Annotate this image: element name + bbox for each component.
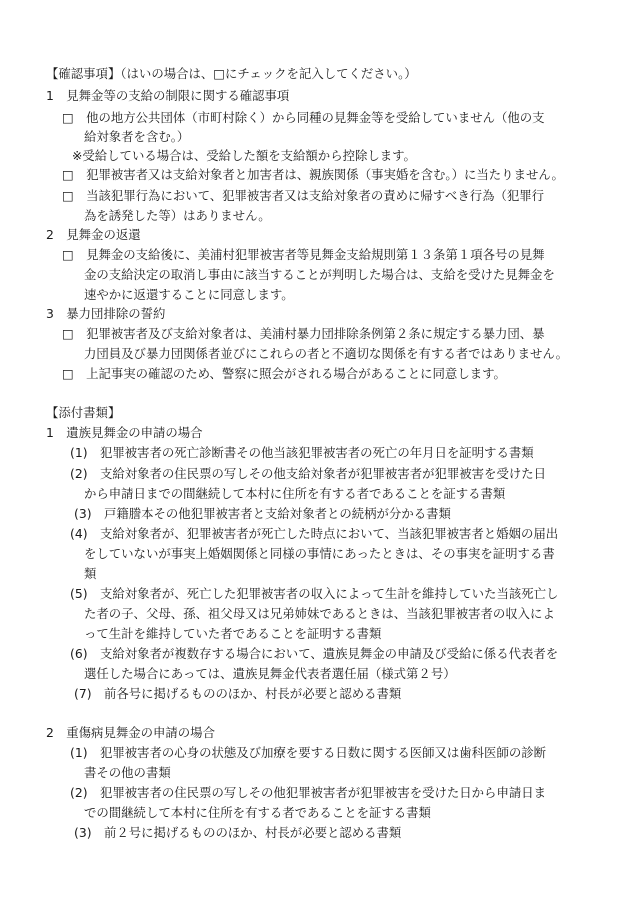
confirm-s3-line3: □ 上記事実の確認のため、警察に照会がされる場合があることに同意します。	[62, 366, 506, 381]
confirm-s3-title: 3 暴力団排除の誓約	[46, 306, 166, 321]
attach-s1-item5-line2: た者の子、父母、孫、祖父母又は兄弟姉妹であるときは、当該犯罪被害者の収入によ	[84, 606, 555, 621]
attach-s1-item4-line3: 類	[84, 566, 97, 581]
attach-header: 【添付書類】	[46, 405, 121, 420]
confirm-s2-line3: 速やかに返還することに同意します。	[84, 287, 294, 302]
attach-s1-item5-line1: (5) 支給対象者が、死亡した犯罪被害者の収入によって生計を維持していた当該死亡し	[70, 586, 559, 601]
attach-s1-item5-line3: って生計を維持していた者であることを証明する書類	[84, 626, 382, 641]
attach-s1-item2-line2: から申請日までの間継続して本村に住所を有する者であることを証する書類	[84, 486, 506, 501]
confirm-s2-title: 2 見舞金の返還	[46, 227, 141, 242]
confirm-s2-line2: 金の支給決定の取消し事由に該当することが判明した場合は、支給を受けた見舞金を	[84, 267, 555, 282]
attach-s1-item4-line1: (4) 支給対象者が、犯罪被害者が死亡した時点において、当該犯罪被害者と婚姻の届出	[70, 526, 559, 541]
attach-s2-item3: (3) 前２号に掲げるもののほか、村長が必要と認める書類	[74, 825, 402, 840]
attach-s2-item1-line2: 書その他の書類	[84, 765, 171, 780]
attach-s2-item1-line1: (1) 犯罪被害者の心身の状態及び加療を要する日数に関する医師又は歯科医師の診断	[70, 745, 547, 760]
confirm-s1-item3-line2: 為を誘発した等）はありません。	[84, 208, 271, 223]
attach-s1-title: 1 遺族見舞金の申請の場合	[46, 425, 203, 440]
confirm-s1-note: ※受給している場合は、受給した額を支給額から控除します。	[72, 148, 416, 163]
confirm-s2-line1: □ 見舞金の支給後に、美浦村犯罪被害者等見舞金支給規則第１３条第１項各号の見舞	[62, 247, 545, 262]
confirm-s1-title: 1 見舞金等の支給の制限に関する確認事項	[46, 88, 290, 103]
attach-s2-title: 2 重傷病見舞金の申請の場合	[46, 725, 215, 740]
attach-s2-item2-line2: での間継続して本村に住所を有する者であることを証する書類	[84, 805, 431, 820]
attach-s1-item3: (3) 戸籍謄本その他犯罪被害者と支給対象者との続柄が分かる書類	[74, 506, 451, 521]
attach-s1-item4-line2: をしていないが事実上婚姻関係と同様の事情にあったときは、その事実を証明する書	[84, 546, 555, 561]
confirm-s1-item1-line1: □ 他の地方公共団体（市町村除く）から同種の見舞金等を受給していません（他の支	[62, 110, 545, 125]
confirm-s1-item2: □ 犯罪被害者又は支給対象者と加害者は、親族関係（事実婚を含む。）に当たりません。	[62, 167, 564, 182]
attach-s1-item7: (7) 前各号に掲げるもののほか、村長が必要と認める書類	[74, 686, 402, 701]
confirm-s3-line2: 力団員及び暴力団関係者並びにこれらの者と不適切な関係を有する者ではありません。	[84, 346, 568, 361]
confirm-s1-item3-line1: □ 当該犯罪行為において、犯罪被害者又は支給対象者の責めに帰すべき行為（犯罪行	[62, 188, 545, 203]
confirm-s3-line1: □ 犯罪被害者及び支給対象者は、美浦村暴力団排除条例第２条に規定する暴力団、暴	[62, 326, 545, 341]
attach-s1-item6-line2: 選任した場合にあっては、遺族見舞金代表者選任届（様式第２号）	[84, 666, 456, 681]
confirm-header: 【確認事項】（はいの場合は、□にチェックを記入してください。）	[46, 66, 417, 81]
attach-s1-item1: (1) 犯罪被害者の死亡診断書その他当該犯罪被害者の死亡の年月日を証明する書類	[70, 445, 534, 460]
attach-s1-item2-line1: (2) 支給対象者の住民票の写しその他支給対象者が犯罪被害者が犯罪被害を受けた日	[70, 466, 547, 481]
attach-s2-item2-line1: (2) 犯罪被害者の住民票の写しその他犯罪被害者が犯罪被害を受けた日から申請日ま	[70, 785, 547, 800]
attach-s1-item6-line1: (6) 支給対象者が複数存する場合において、遺族見舞金の申請及び受給に係る代表者を	[70, 646, 559, 661]
confirm-s1-item1-line2: 給対象者を含む。）	[84, 129, 190, 144]
